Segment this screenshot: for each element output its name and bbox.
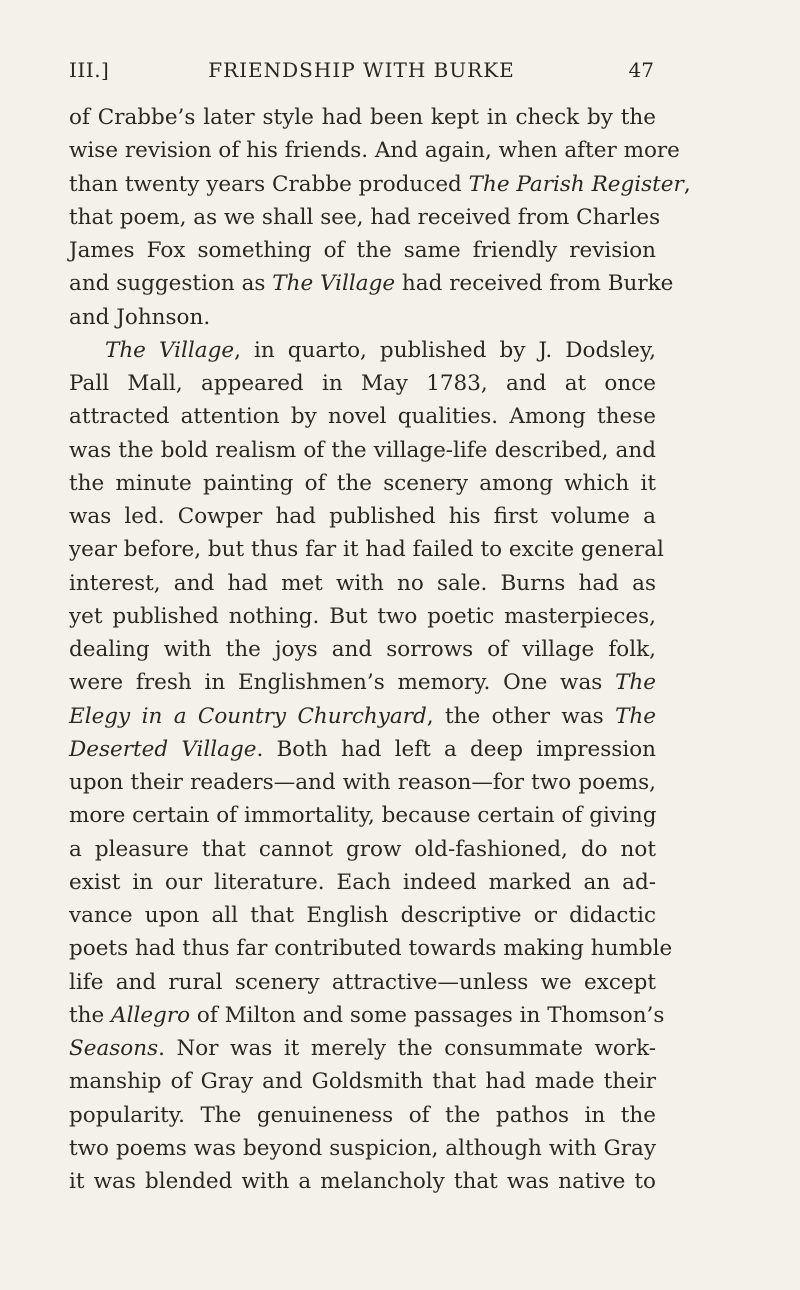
text-run: of Milton and some passages in Thomson’s — [190, 1002, 665, 1028]
text-line — [69, 700, 656, 733]
text-run: poets had thus far contributed towards making humble — [69, 936, 673, 962]
text-run: , in quarto, published by J. Dodsley, — [234, 337, 657, 363]
italic-title: The Parish Register — [468, 171, 684, 197]
text-line — [69, 833, 656, 866]
text-line — [69, 766, 656, 799]
italic-title: Allegro — [111, 1002, 191, 1028]
text-line — [69, 799, 656, 832]
text-line — [69, 334, 656, 367]
text-run: upon their readers—and with reason—for two poems, — [69, 770, 656, 795]
text-run: interest, and had met with no sale. Burns had as — [69, 570, 656, 596]
text-line — [69, 666, 656, 699]
text-run: yet published nothing. But two poetic masterpieces, — [69, 603, 656, 629]
text-line — [69, 1132, 656, 1165]
text-line — [69, 134, 680, 167]
text-run: James Fox something of the same friendly revision — [69, 238, 656, 263]
italic-title: Seasons — [69, 1036, 159, 1061]
italic-title: Elegy in a Country Churchyard — [69, 703, 427, 729]
text-line — [69, 400, 656, 433]
text-run: dealing with the joys and sorrows of village folk, — [69, 637, 656, 662]
text-line — [69, 201, 661, 234]
text-line — [69, 633, 656, 666]
text-line — [69, 467, 656, 500]
text-line — [69, 234, 656, 267]
text-run: manship of Gray and Goldsmith that had made their — [69, 1069, 656, 1095]
text-line — [69, 267, 674, 300]
text-run: than twenty years Crabbe produced — [69, 171, 469, 197]
text-line — [69, 301, 656, 334]
text-line — [69, 1165, 656, 1198]
text-run: Pall Mall, appeared in May 1783, and at once — [69, 371, 656, 396]
text-line — [69, 733, 656, 766]
text-line — [69, 1032, 656, 1065]
text-run: was led. Cowper had published his first volume a — [69, 504, 656, 529]
text-line — [69, 966, 656, 999]
italic-title: The Village — [272, 271, 396, 297]
text-line — [69, 866, 656, 899]
page-number: 47 — [628, 58, 654, 82]
text-run: had received from Burke — [395, 271, 674, 297]
text-line — [69, 1065, 656, 1098]
text-run: the minute painting of the scenery among which it — [69, 470, 656, 496]
text-line — [69, 899, 656, 932]
text-run: exist in our literature. Each indeed marked an ad- — [69, 869, 656, 895]
text-line — [69, 932, 673, 965]
text-line — [69, 367, 656, 400]
text-run: . Nor was it merely the consummate work- — [158, 1036, 656, 1061]
text-run: wise revision of his friends. And again, when after more — [69, 138, 680, 164]
text-line — [69, 1099, 656, 1132]
text-line — [69, 434, 656, 467]
text-run: , — [683, 171, 691, 197]
text-run: year before, but thus far it had failed to excite general — [69, 537, 664, 563]
chapter-number: III.] — [69, 58, 110, 82]
text-run: a pleasure that cannot grow old-fashioned, do not — [69, 836, 656, 862]
italic-title: The — [615, 703, 656, 729]
body-text — [69, 101, 691, 1198]
text-line — [69, 533, 664, 566]
italic-title: The Village — [105, 337, 235, 363]
text-line — [69, 600, 656, 633]
text-run: popularity. The genuineness of the pathos in the — [69, 1102, 656, 1128]
text-run: . Both had left a deep impression — [256, 736, 657, 762]
text-run: more certain of immortality, because certain of giving — [69, 803, 657, 829]
text-line — [69, 999, 665, 1032]
text-run: and Johnson. — [69, 304, 211, 330]
text-run: was the bold realism of the village-life described, and — [69, 437, 656, 463]
italic-title: The — [615, 670, 656, 696]
text-line — [69, 500, 656, 533]
text-line — [69, 168, 691, 201]
text-run: that poem, as we shall see, had received from Charles — [69, 204, 661, 230]
text-run: vance upon all that English descriptive or didactic — [69, 903, 656, 928]
text-run: and suggestion as — [69, 271, 273, 297]
text-line — [69, 101, 656, 134]
running-title: FRIENDSHIP WITH BURKE — [208, 58, 515, 82]
text-run: were fresh in Englishmen’s memory. One was — [69, 670, 616, 696]
italic-title: Deserted Village — [69, 736, 257, 762]
text-run: the — [69, 1002, 112, 1028]
text-run: it was blended with a melancholy that was native to — [69, 1169, 656, 1194]
text-run: attracted attention by novel qualities. Among these — [69, 404, 656, 430]
text-run: life and rural scenery attractive—unless we except — [69, 969, 656, 995]
running-header — [69, 58, 654, 88]
text-line — [69, 567, 656, 600]
text-run: , the other was — [426, 703, 616, 729]
text-run: of Crabbe’s later style had been kept in check by the — [69, 105, 656, 130]
text-run: two poems was beyond suspicion, although with Gray — [69, 1135, 656, 1161]
